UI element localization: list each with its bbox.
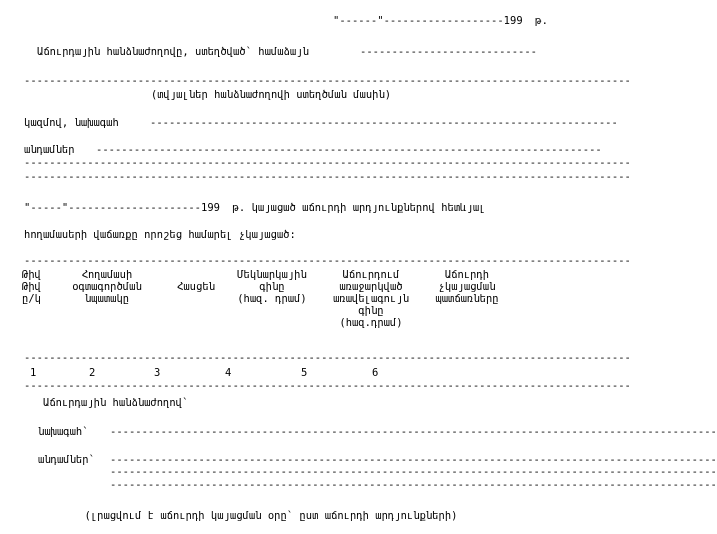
table-top-rule: ------------------------------------------------------------------------------------------------ [24,255,631,267]
auction-date-line: "-----"---------------------199 թ. կայացած աճուրդի արդյունքներով հետևյալ [24,202,486,214]
header-date: "------"-------------------199 թ. [333,15,548,27]
committee-label: Աճուրդային հանձնաժողովը, ստեղծված` համաձայն [37,46,309,58]
signature-chair-dashes: ------------------------------------------------------------------------------------------------ [110,426,717,438]
footer-note: (լրացվում է աճուրդի կայացման օրը` ըստ աճուրդի արդյունքների) [84,510,458,522]
column-number-3: 3 [154,367,161,379]
committee-dashes: ---------------------------- [360,46,538,58]
column-number-1: 1 [30,367,37,379]
signature-members-label: անդամներ` [38,454,95,466]
column-number-4: 4 [225,367,232,379]
dash-line-1: ------------------------------------------------------------------------------------------------ [24,75,631,87]
members-dashes: -------------------------------------------------------------------------------- [96,144,602,156]
dash-line-3: ------------------------------------------------------------------------------------------------ [24,171,631,183]
dash-line-2: ------------------------------------------------------------------------------------------------ [24,157,631,169]
signature-members-dashes-3: ------------------------------------------------------------------------------------------------ [110,479,717,491]
composed-label: կազմով, նախագահ [24,117,119,129]
header-start-price: Մեկնարկային գինը (հազ. դրամ) [237,269,307,305]
signature-chair-label: նախագահ` [38,426,89,438]
members-label: անդամներ [24,144,75,156]
header-failure-reasons: Աճուրդի չկայացման պատճառները [435,269,499,305]
column-number-6: 6 [372,367,379,379]
header-max-price: Աճուրդում առաջարկված առավելագույն գինը (հազ.դրամ) [333,269,409,329]
column-number-5: 5 [301,367,308,379]
signature-members-dashes-1: ------------------------------------------------------------------------------------------------ [110,454,717,466]
committee-note: (տվյալներ հանձնաժողովի ստեղծման մասին) [150,89,392,101]
signature-members-dashes-2: ------------------------------------------------------------------------------------------------ [110,466,717,478]
column-number-2: 2 [89,367,96,379]
composed-dashes: -------------------------------------------------------------------------- [150,117,618,129]
table-mid-rule: ------------------------------------------------------------------------------------------------ [24,352,631,364]
auction-intro: հողամասերի վաճառքը որոշեց համարել չկայացած: [24,229,296,241]
signature-committee-label: Աճուրդային հանձնաժողով` [43,397,189,409]
table-bottom-rule: ------------------------------------------------------------------------------------------------ [24,380,631,392]
header-row-number: Թիվ Թիվ ը/կ [22,269,41,305]
header-land-purpose: Հողամասի օգտագործման նպատակը [72,269,142,305]
header-address: Հասցեն [177,281,215,293]
